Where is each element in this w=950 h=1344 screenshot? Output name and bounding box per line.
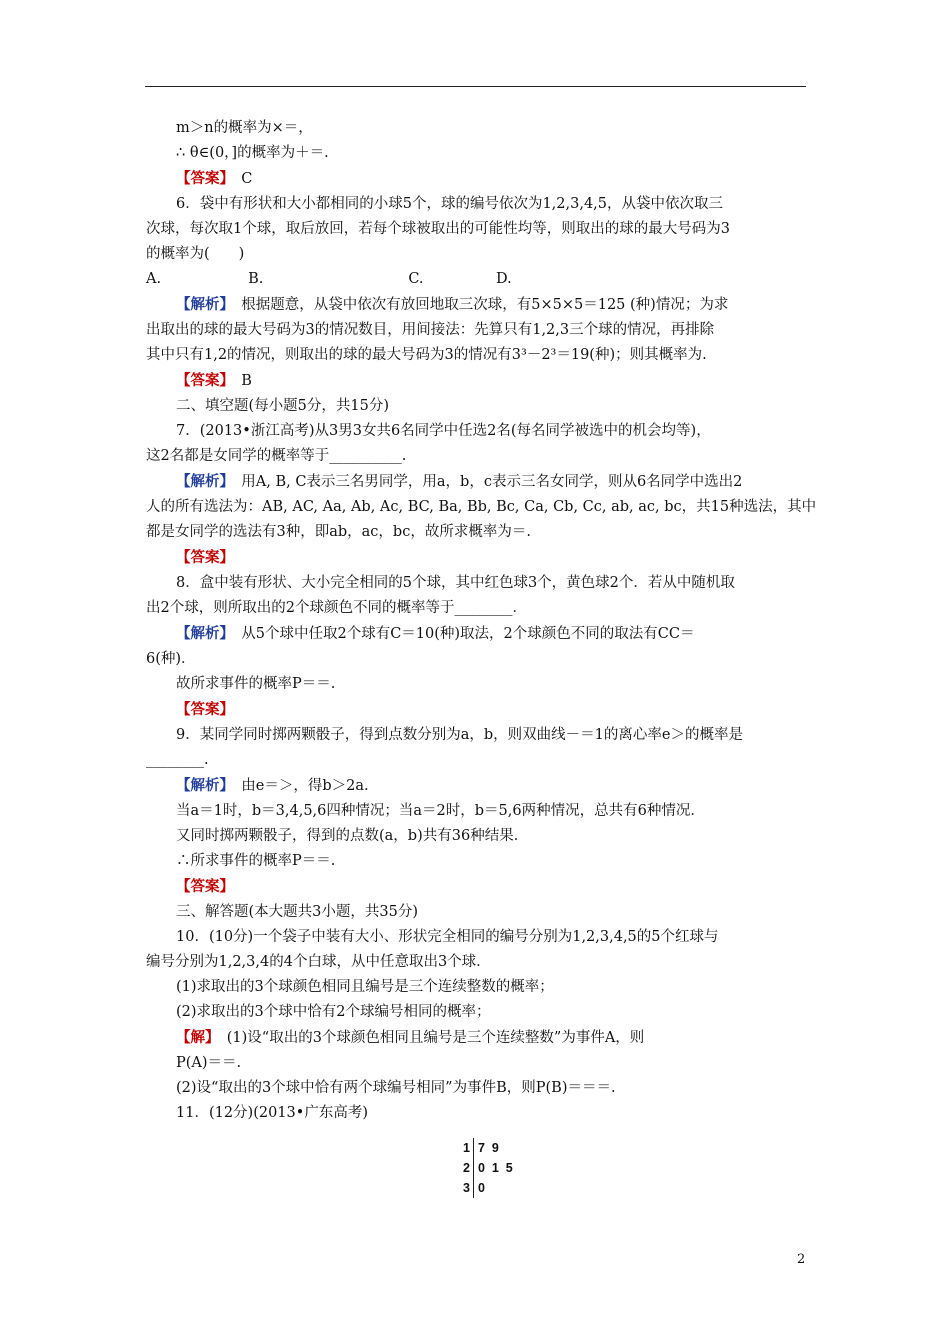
text-line: 的概率为( ) xyxy=(146,246,245,262)
question-7: 7．(2013•浙江高考)从3男3女共6名同学中任选2名(每名同学被选中的机会均等)， xyxy=(176,423,711,439)
text-line: (2)求取出的3个球中恰有2个球编号相同的概率； xyxy=(176,1004,491,1020)
text-line: 这2名都是女同学的概率等于__________. xyxy=(146,448,407,464)
text-line: 故所求事件的概率P＝＝. xyxy=(176,676,336,692)
stem-leaf-row xyxy=(458,1158,513,1178)
text-line: 次球，每次取1个球，取后放回，若每个球被取出的可能性均等，则取出的球的最大号码为3 xyxy=(146,221,730,237)
text-line: 出2个球，则所取出的2个球颜色不同的概率等于________． xyxy=(146,600,527,616)
text-line: P(A)＝＝. xyxy=(176,1055,242,1071)
analysis-line: 【解析】 根据题意，从袋中依次有放回地取三次球，有5×5×5＝125 (种)情况；为求 xyxy=(176,296,729,313)
answer-tag: 【答案】 xyxy=(176,701,234,718)
solution-line: 【解】 (1)设“取出的3个球颜色相同且编号是三个连续整数”为事件A，则 xyxy=(176,1029,645,1046)
leaf-values: 0 xyxy=(478,1181,485,1195)
text-line: 又同时掷两颗骰子，得到的点数(a，b)共有36种结果． xyxy=(176,828,529,844)
section-heading: 二、填空题(每小题5分，共15分) xyxy=(176,398,389,414)
text-line: 出取出的球的最大号码为3的情况数目，用间接法：先算只有1,2,3三个球的情况，再排除 xyxy=(146,322,715,338)
answer-tag: 【答案】 xyxy=(176,170,227,187)
answer-tag: 【答案】 xyxy=(176,878,234,895)
page-number: 2 xyxy=(797,1252,806,1267)
question-10: 10．(10分)一个袋子中装有大小、形状完全相同的编号分别为1,2,3,4,5的5个红球与 xyxy=(176,929,719,945)
analysis-tag: 【解析】 xyxy=(176,625,227,642)
text-line: ∴ θ∈(0，]的概率为＋＝. xyxy=(176,145,329,161)
text-line: (2)设“取出的3个球中恰有两个球编号相同”为事件B，则P(B)＝＝＝. xyxy=(176,1080,616,1096)
stem-value: 2 xyxy=(458,1158,474,1178)
document-body xyxy=(146,116,817,1126)
text-line: m＞n的概率为×＝， xyxy=(176,120,313,136)
leaf-values: 0 1 5 xyxy=(478,1161,513,1175)
text-line: 其中只有1,2的情况，则取出的球的最大号码为3的情况有3³－2³＝19(种)；则其概率为. xyxy=(146,347,707,363)
header-rule xyxy=(145,86,806,87)
analysis-line: 【解析】 从5个球中任取2个球有C＝10(种)取法，2个球颜色不同的取法有CC＝ xyxy=(176,625,695,642)
text-line: (1)求取出的3个球颜色相同且编号是三个连续整数的概率； xyxy=(176,979,554,995)
text-line: 人的所有选法为：AB, AC, Aa, Ab, Ac, BC, Ba, Bb, Bc, Ca, Cb, Cc, ab, ac, bc，共15种选法，其中 xyxy=(146,499,817,515)
text-line: ________. xyxy=(146,752,209,768)
question-11: 11．(12分)(2013•广东高考) xyxy=(176,1105,368,1121)
text-line: ∴所求事件的概率P＝＝. xyxy=(176,853,336,869)
options-line: A. B. C. D. xyxy=(146,271,512,287)
text-line: 当a＝1时，b＝3,4,5,6四种情况；当a＝2时，b＝5,6两种情况，总共有6种情况． xyxy=(176,803,705,819)
answer-tag: 【答案】 xyxy=(176,372,227,389)
analysis-tag: 【解析】 xyxy=(176,473,227,490)
section-heading: 三、解答题(本大题共3小题，共35分) xyxy=(176,904,418,920)
answer-line xyxy=(146,874,808,900)
stem-value: 3 xyxy=(458,1178,474,1198)
stem-leaf-row xyxy=(458,1138,513,1158)
stem-leaf-plot xyxy=(458,1138,513,1198)
answer-line: 【答案】 B xyxy=(176,372,252,389)
stem-value: 1 xyxy=(458,1138,474,1158)
analysis-tag: 【解析】 xyxy=(176,777,227,794)
question-6: 6．袋中有形状和大小都相同的小球5个，球的编号依次为1,2,3,4,5，从袋中依次取三 xyxy=(176,196,724,212)
text-line: 编号分别为1,2,3,4的4个白球，从中任意取出3个球． xyxy=(146,954,491,970)
analysis-line: 【解析】 由e＝＞，得b＞2a. xyxy=(176,777,369,794)
question-8: 8．盒中装有形状、大小完全相同的5个球，其中红色球3个，黄色球2个．若从中随机取 xyxy=(176,575,735,591)
answer-value: C xyxy=(241,171,253,187)
analysis-line: 【解析】 用A, B, C表示三名男同学，用a，b，c表示三名女同学，则从6名同学中选出2 xyxy=(176,473,743,490)
question-9: 9．某同学同时掷两颗骰子，得到点数分别为a，b，则双曲线－＝1的离心率e＞的概率是 xyxy=(176,727,743,743)
stem-leaf-row xyxy=(458,1178,513,1198)
analysis-tag: 【解析】 xyxy=(176,296,227,313)
answer-line xyxy=(146,697,808,723)
answer-line xyxy=(146,166,808,192)
solution-tag: 【解】 xyxy=(176,1029,213,1046)
text-line: 都是女同学的选法有3种，即ab，ac，bc，故所求概率为＝. xyxy=(146,524,531,540)
leaf-values: 7 9 xyxy=(478,1141,499,1155)
answer-line xyxy=(146,545,808,571)
answer-tag: 【答案】 xyxy=(176,549,234,566)
text-line: 6(种)． xyxy=(146,651,196,667)
